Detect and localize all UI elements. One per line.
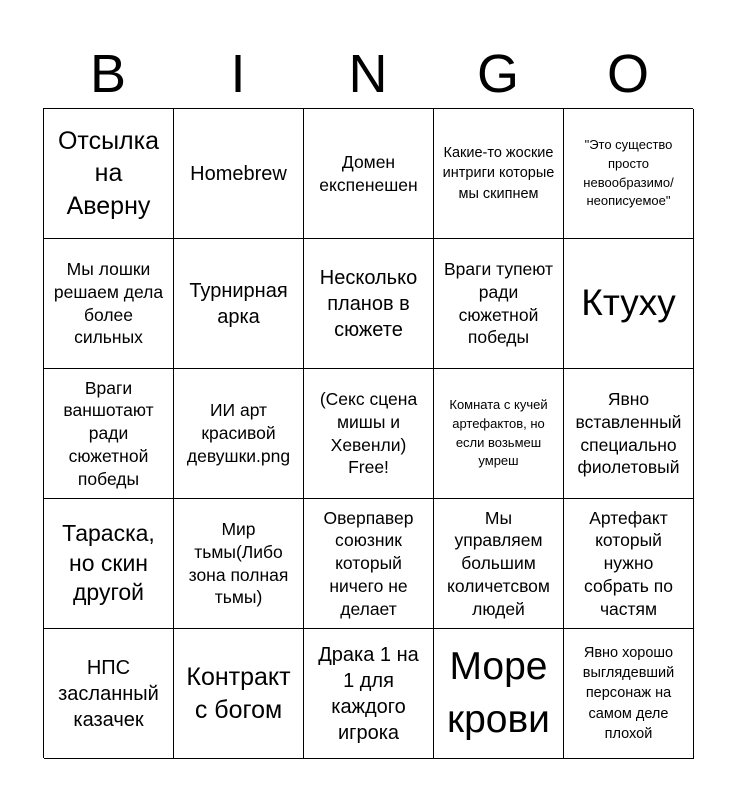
cell-text: Драка 1 на 1 для каждого игрока — [318, 643, 419, 744]
bingo-cell[interactable] — [304, 369, 434, 499]
cell-text: "Это существо просто невообразимо/неописуемое" — [583, 136, 674, 209]
bingo-cell[interactable] — [304, 109, 434, 239]
cell-text: Артефакт который нужно собрать по частям — [584, 507, 673, 619]
cell-text: Мы управляем большим количетсвом людей — [447, 507, 550, 619]
cell-text: Какие-то жоские интриги которые мы скипнем — [442, 145, 555, 202]
cell-text: Турнирная арка — [189, 279, 288, 328]
bingo-cell[interactable] — [304, 499, 434, 629]
bingo-cell[interactable] — [434, 629, 564, 759]
cell-text: НПС засланный казачек — [58, 656, 159, 731]
bingo-cell[interactable] — [434, 369, 564, 499]
cell-text: Оверпавер союзник который ничего не делает — [323, 507, 414, 619]
cell-text: Домен експенешен — [319, 151, 418, 195]
cell-text: Контракт с богом — [186, 663, 291, 724]
bingo-cell[interactable] — [44, 239, 174, 369]
bingo-cell[interactable] — [304, 239, 434, 369]
bingo-header — [43, 40, 693, 108]
bingo-cell[interactable] — [564, 239, 694, 369]
cell-text: Тараска, но скин другой — [62, 519, 155, 606]
cell-text: Мир тьмы(Либо зона полная тьмы) — [188, 519, 289, 608]
bingo-cell[interactable] — [564, 369, 694, 499]
cell-text: Несколько планов в сюжете — [319, 266, 418, 341]
cell-text: Ктуху — [581, 282, 676, 324]
cell-text: Враги ваншотают ради сюжетной победы — [63, 377, 154, 489]
header-letter-b: B — [89, 44, 127, 104]
cell-text: Homebrew — [190, 162, 287, 185]
bingo-cell[interactable] — [434, 109, 564, 239]
bingo-cell[interactable] — [564, 109, 694, 239]
bingo-cell[interactable] — [304, 629, 434, 759]
bingo-cell[interactable] — [174, 109, 304, 239]
bingo-cell[interactable] — [44, 109, 174, 239]
bingo-cell[interactable] — [564, 629, 694, 759]
bingo-cell[interactable] — [564, 499, 694, 629]
bingo-cell[interactable] — [174, 239, 304, 369]
bingo-cell[interactable] — [44, 369, 174, 499]
header-letter-i: I — [230, 44, 246, 104]
header-letter-g: G — [476, 44, 519, 104]
cell-text: ИИ арт красивой девушки.png — [186, 400, 291, 466]
cell-text: Враги тупеют ради сюжетной победы — [443, 259, 554, 348]
cell-text: Отсылка на Аверну — [57, 126, 160, 220]
bingo-cell[interactable] — [44, 629, 174, 759]
cell-text: Мы лошки решаем дела более сильных — [53, 259, 164, 348]
bingo-board — [43, 108, 693, 758]
cell-text: (Секс сцена мишы и Хевенли) Free! — [319, 389, 418, 478]
header-letter-o: O — [606, 44, 649, 104]
bingo-cell[interactable] — [174, 369, 304, 499]
cell-text: Море крови — [447, 644, 550, 741]
header-letter-n: N — [348, 44, 388, 104]
cell-text: Комната с кучей артефактов, но если возьмеш умреш — [449, 396, 548, 469]
bingo-cell[interactable] — [174, 499, 304, 629]
bingo-cell[interactable] — [434, 499, 564, 629]
bingo-cell[interactable] — [44, 499, 174, 629]
bingo-cell[interactable] — [434, 239, 564, 369]
bingo-cell[interactable] — [174, 629, 304, 759]
cell-text: Явно вставленный специально фиолетовый — [575, 389, 682, 478]
cell-text: Явно хорошо выглядевший персонаж на самом деле плохой — [582, 644, 675, 742]
